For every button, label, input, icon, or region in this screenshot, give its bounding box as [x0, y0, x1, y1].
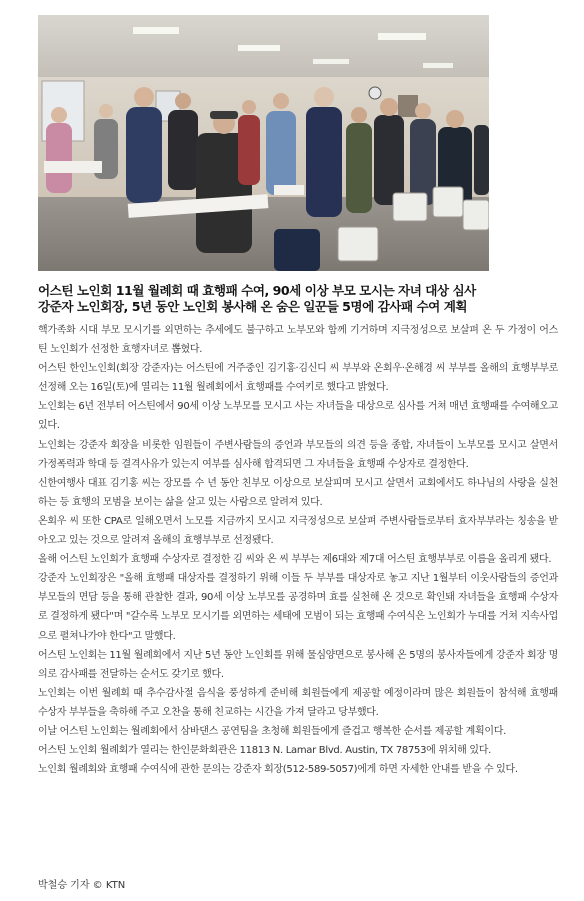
paragraph: 노인회는 6년 전부터 어스틴에서 90세 이상 노부모를 모시고 사는 자녀들을 대상으로 심사를 거쳐 매년 효행패를 수여해오고 있다.: [38, 401, 559, 432]
paragraph: 신한여행사 대표 김기홍 씨는 장모를 수 년 동안 친부모 이상으로 보살피며 모시고 살면서 교회에서도 하나님의 사랑을 실천하는 등 효행의 모범을 보이는 삶을 살고 있는 사람으로 알려져 있다.: [38, 477, 558, 508]
paragraph: 노인회는 강준자 회장을 비롯한 임원들이 주변사람들의 증언과 부모들의 의견 등을 종합, 자녀들이 노부모를 모시고 살면서 가정폭력과 학대 등 결격사유가 있는지 여부를 심사해 합격되면 그 자녀들을 효행패 수상자로 결정한다.: [38, 439, 558, 470]
paragraph: 노인회는 이번 월례회 때 추수감사절 음식을 풍성하게 준비해 회원들에게 제공할 예정이라며 많은 회원들이 참석해 효행패 수상자 부부들을 축하해 주고 오찬을 통해 친교하는 시간을 가져 달라고 당부했다.: [38, 687, 558, 718]
paragraph: 어스틴 노인회는 11월 월례회에서 지난 5년 동안 노인회를 위해 물심양면으로 봉사해 온 5명의 봉사자들에게 강준자 회장 명의로 감사패를 전달하는 순서도 갖기로 했다.: [38, 649, 558, 680]
article-headline: [38, 283, 558, 315]
headline-line-1: 어스틴 노인회 11월 월례회 때 효행패 수여, 90세 이상 부모 모시는 자녀 대상 심사: [38, 283, 476, 298]
article-photo: [38, 15, 489, 271]
paragraph: 핵가족화 시대 부모 모시기를 외면하는 추세에도 불구하고 노부모와 함께 기거하며 지극정성으로 보살펴 온 두 가정이 어스틴 노인회가 선정한 효행자녀로 뽑혔다.: [38, 325, 558, 356]
paragraph: 노인회 월례회와 효행패 수여식에 관한 문의는 강준자 회장(512-589-5057)에게 하면 자세한 안내를 받을 수 있다.: [38, 764, 518, 776]
article-photo-illustration: [38, 15, 489, 271]
byline: 박철승 기자 © KTN: [38, 880, 126, 891]
paragraph: 어스틴 노인회 월례회가 열리는 한인문화회관은 11813 N. Lamar Blvd. Austin, TX 78753에 위치해 있다.: [38, 745, 491, 757]
paragraph: 이날 어스틴 노인회는 월례회에서 삼바댄스 공연팀을 초청해 회원들에게 즐겁고 행복한 순서를 제공할 계획이다.: [38, 725, 506, 737]
paragraph: 온회우 씨 또한 CPA로 일해오면서 노모를 지금까지 모시고 지극정성으로 보살펴 주변사람들로부터 효자부부라는 칭송을 받아오고 있는 것으로 알려져 올해의 효행부부로 선정됐다.: [38, 515, 558, 547]
paragraph: 올해 어스틴 노인회가 효행패 수상자로 결정한 김 씨와 온 씨 부부는 제6대와 제7대 어스틴 효행부부로 이름을 올리게 됐다.: [38, 554, 552, 566]
article-body: [38, 321, 558, 779]
paragraph: 어스틴 한인노인회(회장 강준자)는 어스틴에 거주중인 김기홍·김신디 씨 부부와 온회우·온해경 씨 부부를 올해의 효행부부로 선정해 오는 16일(토)에 열리는 11월 월례회에서 효행패를 수여키로 했다고 밝혔다.: [38, 363, 558, 394]
headline-line-2: 강준자 노인회장, 5년 동안 노인회 봉사해 온 숨은 일꾼들 5명에 감사패 수여 계획: [38, 299, 468, 314]
paragraph: 강준자 노인회장은 "올해 효행패 대상자를 결정하기 위해 이들 두 부부를 대상자로 놓고 지난 1월부터 이웃사람들의 증언과 부모들의 면담 등을 통해 관찰한 결과, 90세 이상 노부모를 공경하며 효를 실천해 온 것으로 확인돼 자녀들을 효행패 수상자로 결정하게 됐다"며 "갈수록 노부모 모시기를 외면하는 세태에 모범이 되는 효행패 수여식은 노인회가 누대를 거쳐 지속사업으로 펼쳐나가야 한다"고 말했다.: [38, 573, 558, 642]
